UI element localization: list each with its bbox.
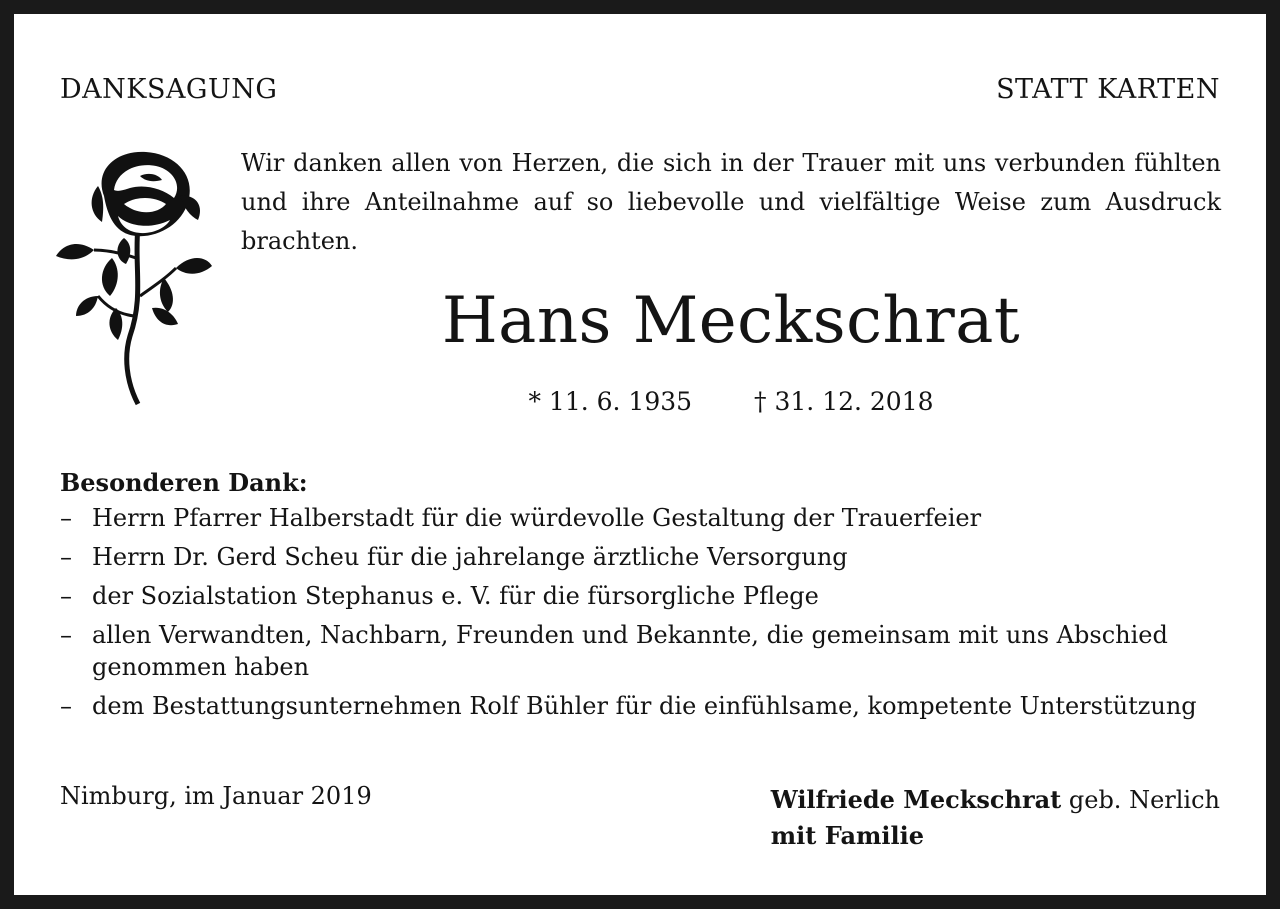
list-item [60,619,1230,683]
thanks-heading: Besonderen Dank: [60,468,308,497]
dash-bullet: – [60,504,72,532]
list-item-text: Herrn Dr. Gerd Scheu für die jahrelange ärztliche Versorgung [92,543,848,571]
obituary-card [14,14,1266,895]
thanks-list [60,502,1230,729]
rose-icon [54,146,214,408]
life-dates [241,387,1221,416]
dash-bullet: – [60,582,72,610]
dash-bullet: – [60,621,72,649]
place-and-date: Nimburg, im Januar 2019 [60,782,372,810]
list-item [60,541,1230,573]
deceased-name: Hans Meckschrat [441,284,1021,358]
header-note: STATT KARTEN [996,74,1220,105]
list-item [60,580,1230,612]
list-item-text: der Sozialstation Stephanus e. V. für die fürsorgliche Pflege [92,582,819,610]
list-item-text: allen Verwandten, Nachbarn, Freunden und Bekannte, die gemeinsam mit uns Abschied genommen haben [92,621,1168,681]
dash-bullet: – [60,692,72,720]
signature-name: Wilfriede Meckschrat [770,785,1062,814]
signature-suffix: geb. Nerlich [1061,786,1220,814]
death-date: † 31. 12. 2018 [754,387,934,416]
list-item-text: dem Bestattungsunternehmen Rolf Bühler für die einfühlsame, kompetente Unterstützung [92,692,1197,720]
list-item [60,502,1230,534]
signature-block [771,782,1220,853]
birth-date: * 11. 6. 1935 [528,387,693,416]
signature-line [771,782,1220,818]
list-item-text: Herrn Pfarrer Halberstadt für die würdevolle Gestaltung der Trauerfeier [92,504,982,532]
signature-family: mit Familie [770,821,925,850]
intro-text: Wir danken allen von Herzen, die sich in der Trauer mit uns verbunden fühlten und ihre Anteilnahme auf so liebevolle und vielfältige Weise zum Ausdruck brachten. [241,149,1221,255]
list-item [60,690,1230,722]
header-title: DANKSAGUNG [60,74,278,105]
dash-bullet: – [60,543,72,571]
